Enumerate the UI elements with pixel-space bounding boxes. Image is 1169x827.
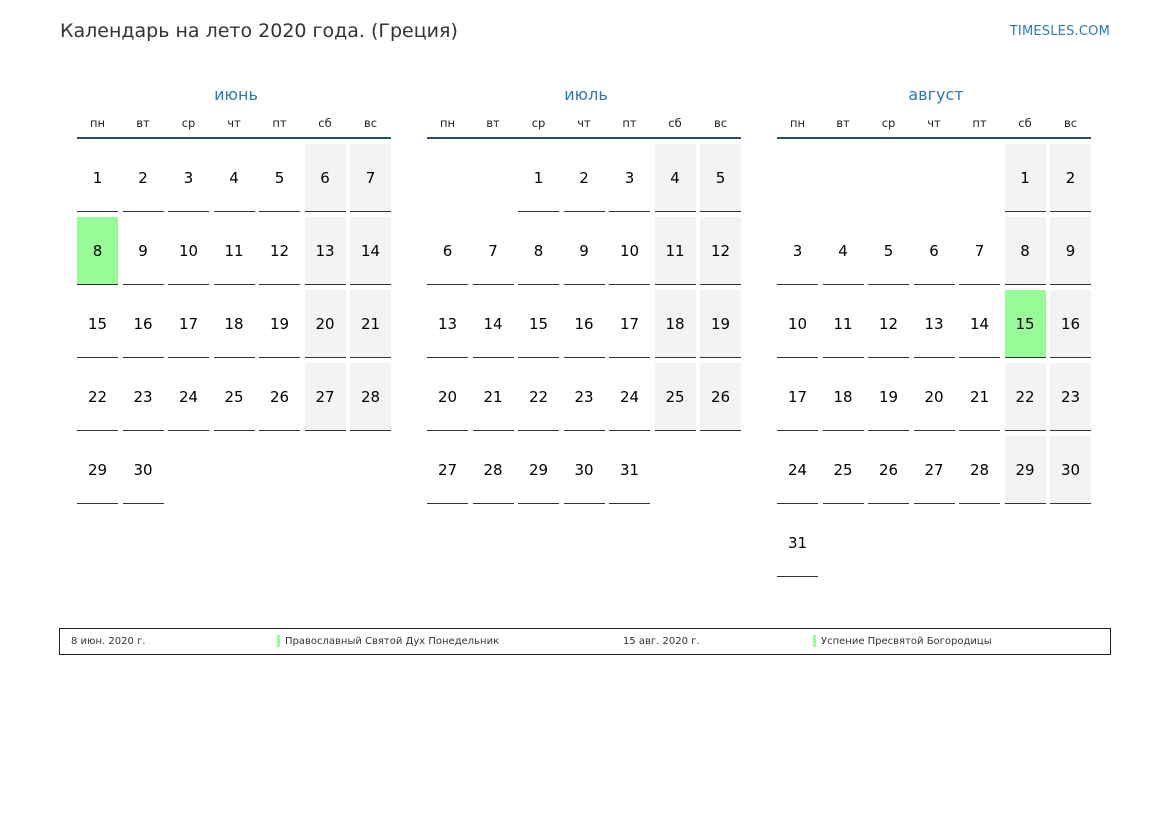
day-cell: 25 <box>823 436 864 504</box>
legend-date: 15 авг. 2020 г. <box>623 636 700 647</box>
empty-day-cell <box>959 144 1000 212</box>
month-july <box>427 84 745 504</box>
day-cell: 11 <box>655 217 696 285</box>
legend-swatch <box>277 635 280 647</box>
day-cell: 6 <box>914 217 955 285</box>
site-link[interactable]: TIMESLES.COM <box>1009 24 1110 39</box>
day-cell: 29 <box>518 436 559 504</box>
day-cell: 12 <box>868 290 909 358</box>
day-cell: 27 <box>914 436 955 504</box>
weekday-label: пт <box>272 116 287 130</box>
day-grid <box>427 144 741 504</box>
weekday-label: пт <box>972 116 987 130</box>
empty-day-cell <box>914 144 955 212</box>
weekday-label: вт <box>486 116 500 130</box>
day-cell: 16 <box>123 290 164 358</box>
day-cell: 9 <box>564 217 605 285</box>
day-cell: 19 <box>259 290 300 358</box>
day-cell: 3 <box>777 217 818 285</box>
weekday-label: сб <box>318 116 332 130</box>
day-cell: 1 <box>518 144 559 212</box>
day-cell: 26 <box>700 363 741 431</box>
day-cell: 26 <box>868 436 909 504</box>
day-cell: 30 <box>1050 436 1091 504</box>
day-cell: 2 <box>1050 144 1091 212</box>
day-cell: 9 <box>1050 217 1091 285</box>
day-cell: 18 <box>214 290 255 358</box>
day-cell: 6 <box>305 144 346 212</box>
day-cell: 25 <box>655 363 696 431</box>
day-cell: 22 <box>77 363 118 431</box>
day-cell: 20 <box>914 363 955 431</box>
day-cell: 30 <box>564 436 605 504</box>
legend-swatch <box>813 635 816 647</box>
day-cell: 27 <box>305 363 346 431</box>
day-cell: 6 <box>427 217 468 285</box>
day-cell: 12 <box>259 217 300 285</box>
day-cell: 17 <box>609 290 650 358</box>
day-cell: 18 <box>655 290 696 358</box>
holiday-day-cell: 8 <box>77 217 118 285</box>
day-cell: 1 <box>1005 144 1046 212</box>
day-cell: 10 <box>609 217 650 285</box>
day-cell: 24 <box>609 363 650 431</box>
day-cell: 11 <box>214 217 255 285</box>
day-cell: 21 <box>473 363 514 431</box>
day-cell: 4 <box>823 217 864 285</box>
day-cell: 25 <box>214 363 255 431</box>
day-cell: 14 <box>350 217 391 285</box>
day-cell: 12 <box>700 217 741 285</box>
day-cell: 23 <box>564 363 605 431</box>
weekday-label: ср <box>881 116 896 130</box>
day-cell: 23 <box>1050 363 1091 431</box>
month-title: август <box>908 85 964 104</box>
weekday-header <box>77 115 391 139</box>
month-june <box>77 84 395 504</box>
day-cell: 3 <box>168 144 209 212</box>
day-cell: 21 <box>959 363 1000 431</box>
day-cell: 19 <box>700 290 741 358</box>
weekday-label: пт <box>622 116 637 130</box>
day-cell: 3 <box>609 144 650 212</box>
month-august <box>777 84 1095 577</box>
day-cell: 31 <box>777 509 818 577</box>
weekday-header <box>777 115 1091 139</box>
day-cell: 21 <box>350 290 391 358</box>
legend-holiday-name: Православный Святой Дух Понедельник <box>285 636 500 647</box>
day-cell: 14 <box>959 290 1000 358</box>
day-cell: 15 <box>77 290 118 358</box>
weekday-header <box>427 115 741 139</box>
day-cell: 11 <box>823 290 864 358</box>
day-cell: 19 <box>868 363 909 431</box>
day-cell: 28 <box>959 436 1000 504</box>
day-cell: 27 <box>427 436 468 504</box>
day-cell: 17 <box>777 363 818 431</box>
day-cell: 28 <box>473 436 514 504</box>
day-cell: 1 <box>77 144 118 212</box>
legend-date: 8 июн. 2020 г. <box>71 636 146 647</box>
day-cell: 2 <box>564 144 605 212</box>
day-cell: 10 <box>168 217 209 285</box>
weekday-label: сб <box>668 116 682 130</box>
holiday-legend <box>59 628 1111 655</box>
holiday-day-cell: 15 <box>1005 290 1046 358</box>
day-cell: 14 <box>473 290 514 358</box>
day-cell: 17 <box>168 290 209 358</box>
day-cell: 24 <box>168 363 209 431</box>
weekday-label: чт <box>577 116 591 130</box>
month-title: июль <box>564 85 608 104</box>
day-cell: 29 <box>77 436 118 504</box>
day-cell: 5 <box>868 217 909 285</box>
day-cell: 13 <box>914 290 955 358</box>
day-cell: 2 <box>123 144 164 212</box>
empty-day-cell <box>427 144 468 212</box>
weekday-label: ср <box>181 116 196 130</box>
weekday-label: вс <box>363 116 378 130</box>
weekday-label: ср <box>531 116 546 130</box>
legend-holiday-name: Успение Пресвятой Богородицы <box>821 636 992 647</box>
weekday-label: чт <box>927 116 941 130</box>
day-grid <box>77 144 391 504</box>
day-cell: 24 <box>777 436 818 504</box>
day-grid <box>777 144 1091 577</box>
day-cell: 30 <box>123 436 164 504</box>
day-cell: 23 <box>123 363 164 431</box>
weekday-label: чт <box>227 116 241 130</box>
day-cell: 7 <box>473 217 514 285</box>
day-cell: 22 <box>1005 363 1046 431</box>
day-cell: 5 <box>259 144 300 212</box>
day-cell: 13 <box>305 217 346 285</box>
day-cell: 10 <box>777 290 818 358</box>
day-cell: 9 <box>123 217 164 285</box>
day-cell: 13 <box>427 290 468 358</box>
weekday-label: сб <box>1018 116 1032 130</box>
weekday-label: вс <box>713 116 728 130</box>
empty-day-cell <box>777 144 818 212</box>
day-cell: 22 <box>518 363 559 431</box>
day-cell: 29 <box>1005 436 1046 504</box>
day-cell: 15 <box>518 290 559 358</box>
day-cell: 8 <box>518 217 559 285</box>
weekday-label: вт <box>836 116 850 130</box>
page-title: Календарь на лето 2020 года. (Греция) <box>60 20 458 42</box>
day-cell: 20 <box>305 290 346 358</box>
day-cell: 7 <box>959 217 1000 285</box>
empty-day-cell <box>473 144 514 212</box>
day-cell: 20 <box>427 363 468 431</box>
day-cell: 5 <box>700 144 741 212</box>
weekday-label: пн <box>789 116 806 130</box>
empty-day-cell <box>823 144 864 212</box>
empty-day-cell <box>868 144 909 212</box>
day-cell: 16 <box>564 290 605 358</box>
day-cell: 8 <box>1005 217 1046 285</box>
day-cell: 4 <box>214 144 255 212</box>
day-cell: 7 <box>350 144 391 212</box>
day-cell: 16 <box>1050 290 1091 358</box>
day-cell: 28 <box>350 363 391 431</box>
day-cell: 26 <box>259 363 300 431</box>
weekday-label: пн <box>89 116 106 130</box>
day-cell: 31 <box>609 436 650 504</box>
weekday-label: пн <box>439 116 456 130</box>
weekday-label: вс <box>1063 116 1078 130</box>
day-cell: 4 <box>655 144 696 212</box>
month-title: июнь <box>214 85 258 104</box>
weekday-label: вт <box>136 116 150 130</box>
day-cell: 18 <box>823 363 864 431</box>
